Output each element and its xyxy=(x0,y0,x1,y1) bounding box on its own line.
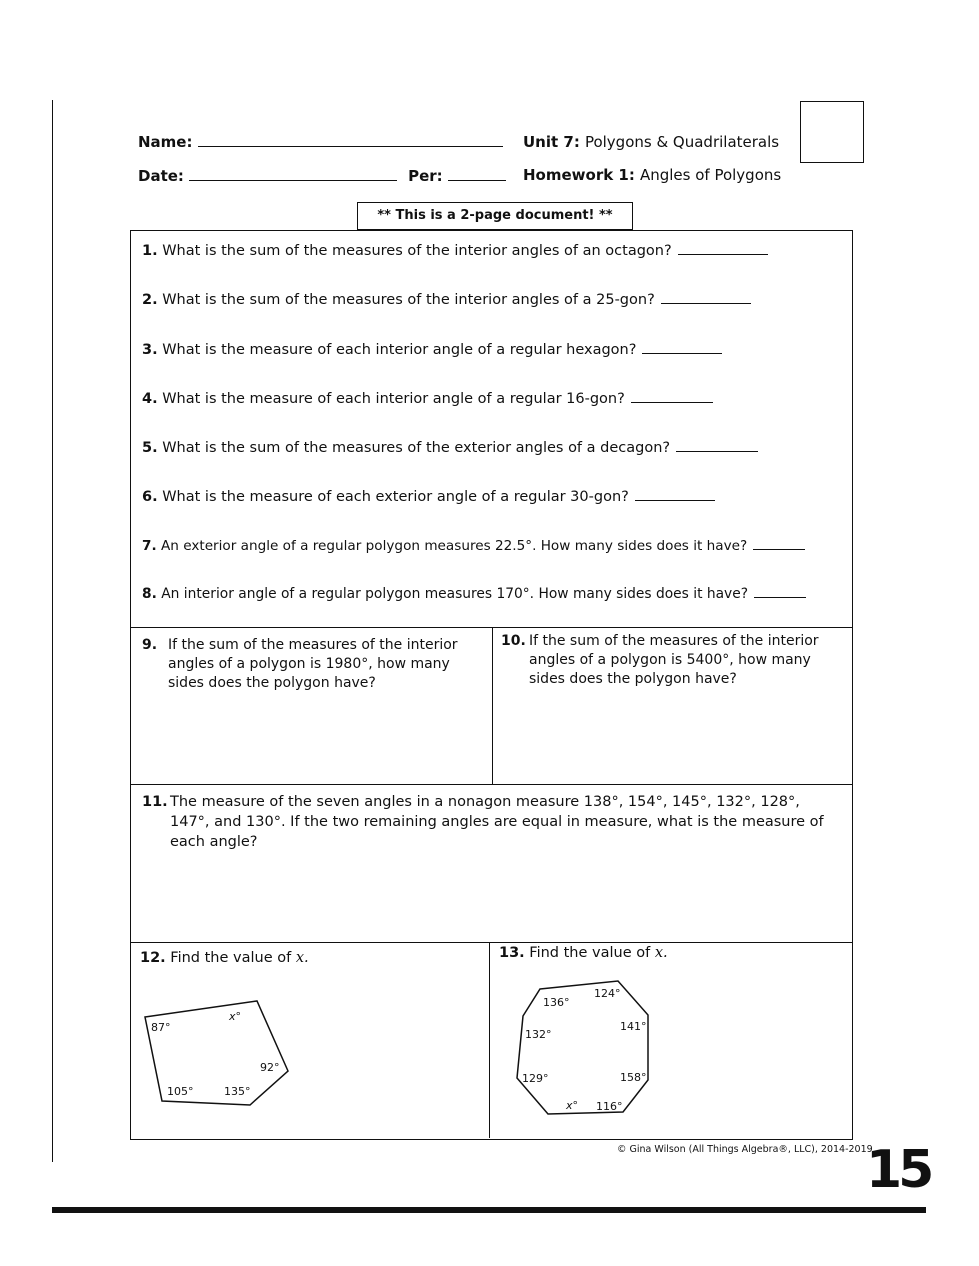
question-4: 4. What is the measure of each interior angle of a regular 16-gon? xyxy=(142,391,713,407)
two-page-note: ** This is a 2-page document! ** xyxy=(357,202,633,230)
angle-label-x: x° xyxy=(566,1099,579,1112)
answer-blank[interactable] xyxy=(635,498,715,501)
angle-label: 135° xyxy=(224,1085,251,1098)
question-12: 12. Find the value of x. xyxy=(140,950,309,966)
page-number: 15 xyxy=(866,1140,931,1200)
divider xyxy=(130,942,853,943)
angle-label: 92° xyxy=(260,1061,280,1074)
divider xyxy=(489,942,490,1138)
question-2: 2. What is the sum of the measures of the interior angles of a 25-gon? xyxy=(142,292,751,308)
question-7: 7. An exterior angle of a regular polygon measures 22.5°. How many sides does it have? xyxy=(142,538,805,554)
question-1: 1. What is the sum of the measures of the interior angles of an octagon? xyxy=(142,243,768,259)
question-3: 3. What is the measure of each interior angle of a regular hexagon? xyxy=(142,342,722,358)
name-label: Name: xyxy=(138,133,193,151)
period-field[interactable] xyxy=(448,179,506,181)
question-11: 11. The measure of the seven angles in a nonagon measure 138°, 154°, 145°, 132°, 128°, 147°, and 130°. If the two remaining angles are equal in measure, what is the measure of each angle? xyxy=(142,794,824,850)
question-10: 10. If the sum of the measures of the interior angles of a polygon is 5400°, how many sides does the polygon have? xyxy=(501,633,819,687)
question-13: 13. Find the value of x. xyxy=(499,945,668,961)
question-9: 9. If the sum of the measures of the interior angles of a polygon is 1980°, how many sides does the polygon have? xyxy=(142,637,458,691)
divider xyxy=(130,784,853,785)
answer-blank[interactable] xyxy=(754,595,806,598)
unit-heading: Unit 7: Polygons & Quadrilaterals xyxy=(523,133,780,151)
score-box xyxy=(800,101,864,163)
question-5: 5. What is the sum of the measures of the exterior angles of a decagon? xyxy=(142,440,758,456)
pentagon-figure xyxy=(135,985,305,1110)
date-field[interactable] xyxy=(189,179,397,181)
angle-label: 141° xyxy=(620,1020,647,1033)
question-8: 8. An interior angle of a regular polygon measures 170°. How many sides does it have? xyxy=(142,586,806,602)
angle-label-x: x° xyxy=(229,1010,242,1023)
octagon-shape xyxy=(517,981,648,1114)
answer-blank[interactable] xyxy=(642,351,722,354)
date-label: Date: xyxy=(138,167,184,185)
homework-heading: Homework 1: Angles of Polygons xyxy=(523,166,782,184)
angle-label: 116° xyxy=(596,1100,623,1113)
angle-label: 132° xyxy=(525,1028,552,1041)
date-row xyxy=(138,166,506,185)
angle-label: 136° xyxy=(543,996,570,1009)
angle-label: 129° xyxy=(522,1072,549,1085)
octagon-figure xyxy=(510,975,660,1120)
angle-label: 105° xyxy=(167,1085,194,1098)
answer-blank[interactable] xyxy=(661,301,751,304)
per-label: Per: xyxy=(408,167,443,185)
answer-blank[interactable] xyxy=(753,547,805,550)
bottom-rule xyxy=(52,1207,926,1213)
answer-blank[interactable] xyxy=(676,449,758,452)
question-6: 6. What is the measure of each exterior angle of a regular 30-gon? xyxy=(142,489,715,505)
name-row xyxy=(138,132,503,151)
name-field[interactable] xyxy=(198,145,503,147)
angle-label: 124° xyxy=(594,987,621,1000)
copyright-footer: © Gina Wilson (All Things Algebra®, LLC), 2014-2019 xyxy=(617,1144,873,1155)
answer-blank[interactable] xyxy=(678,252,768,255)
angle-label: 87° xyxy=(151,1021,171,1034)
left-margin-rule xyxy=(52,100,53,1162)
divider xyxy=(492,627,493,784)
angle-label: 158° xyxy=(620,1071,647,1084)
answer-blank[interactable] xyxy=(631,400,713,403)
